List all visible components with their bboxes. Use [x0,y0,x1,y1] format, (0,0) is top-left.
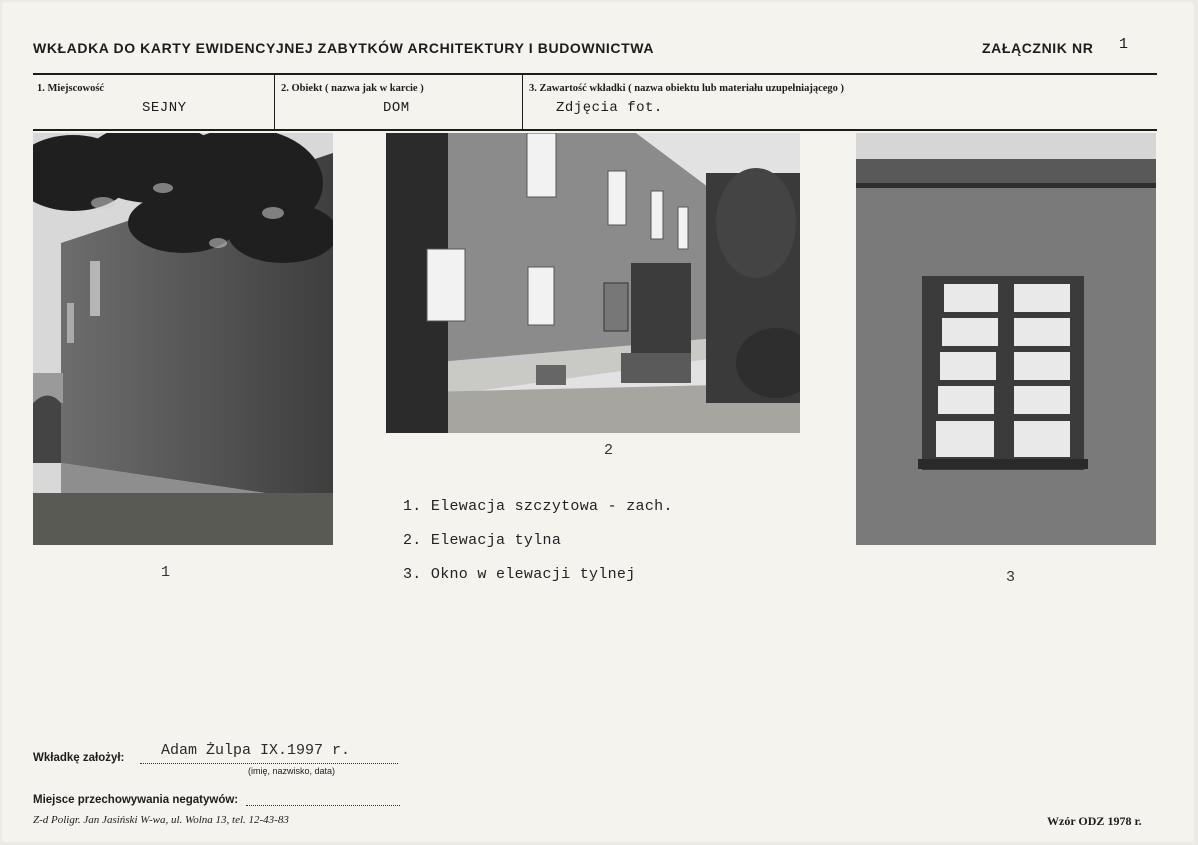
object-label: 2. Obiekt ( nazwa jak w karcie ) [281,83,424,94]
created-by-label: Wkładkę założył: [33,752,125,764]
photo-number-3: 3 [1006,569,1016,586]
locality-value: SEJNY [142,100,187,116]
negatives-label: Miejsce przechowywania negatywów: [33,794,239,806]
contents-value: Zdjęcia fot. [556,100,663,116]
header-rule [33,73,1157,75]
form-model: Wzór ODZ 1978 r. [1047,814,1142,828]
form-title: WKŁADKA DO KARTY EWIDENCYJNEJ ZABYTKÓW ARCHITEKTURY I BUDOWNICTWA [33,40,655,56]
created-by-hint: (imię, nazwisko, data) [248,766,336,776]
fields-bottom-rule [33,129,1157,131]
photo-rear-elevation [386,133,800,433]
created-by-value: Adam Żulpa IX.1997 r. [161,742,351,759]
created-by-line [140,763,398,764]
field-divider-2 [522,74,523,130]
contents-label: 3. Zawartość wkładki ( nazwa obiektu lub materiału uzupełniającego ) [529,83,845,94]
object-value: DOM [383,100,410,116]
caption-2: 2. Elewacja tylna [403,532,562,549]
caption-1: 1. Elewacja szczytowa - zach. [403,498,673,515]
negatives-line [246,805,400,806]
caption-3: 3. Okno w elewacji tylnej [403,566,636,583]
attachment-label: ZAŁĄCZNIK NR [982,40,1094,56]
attachment-number: 1 [1119,36,1129,53]
locality-label: 1. Miejscowość [37,83,105,94]
printer-imprint: Z-d Poligr. Jan Jasiński W-wa, ul. Wolna 13, tel. 12-43-83 [33,814,289,826]
photo-window-detail [856,133,1156,545]
photo-number-1: 1 [161,564,171,581]
field-divider-1 [274,74,275,130]
photo-gable-elevation [33,133,333,545]
photo-number-2: 2 [604,442,614,459]
